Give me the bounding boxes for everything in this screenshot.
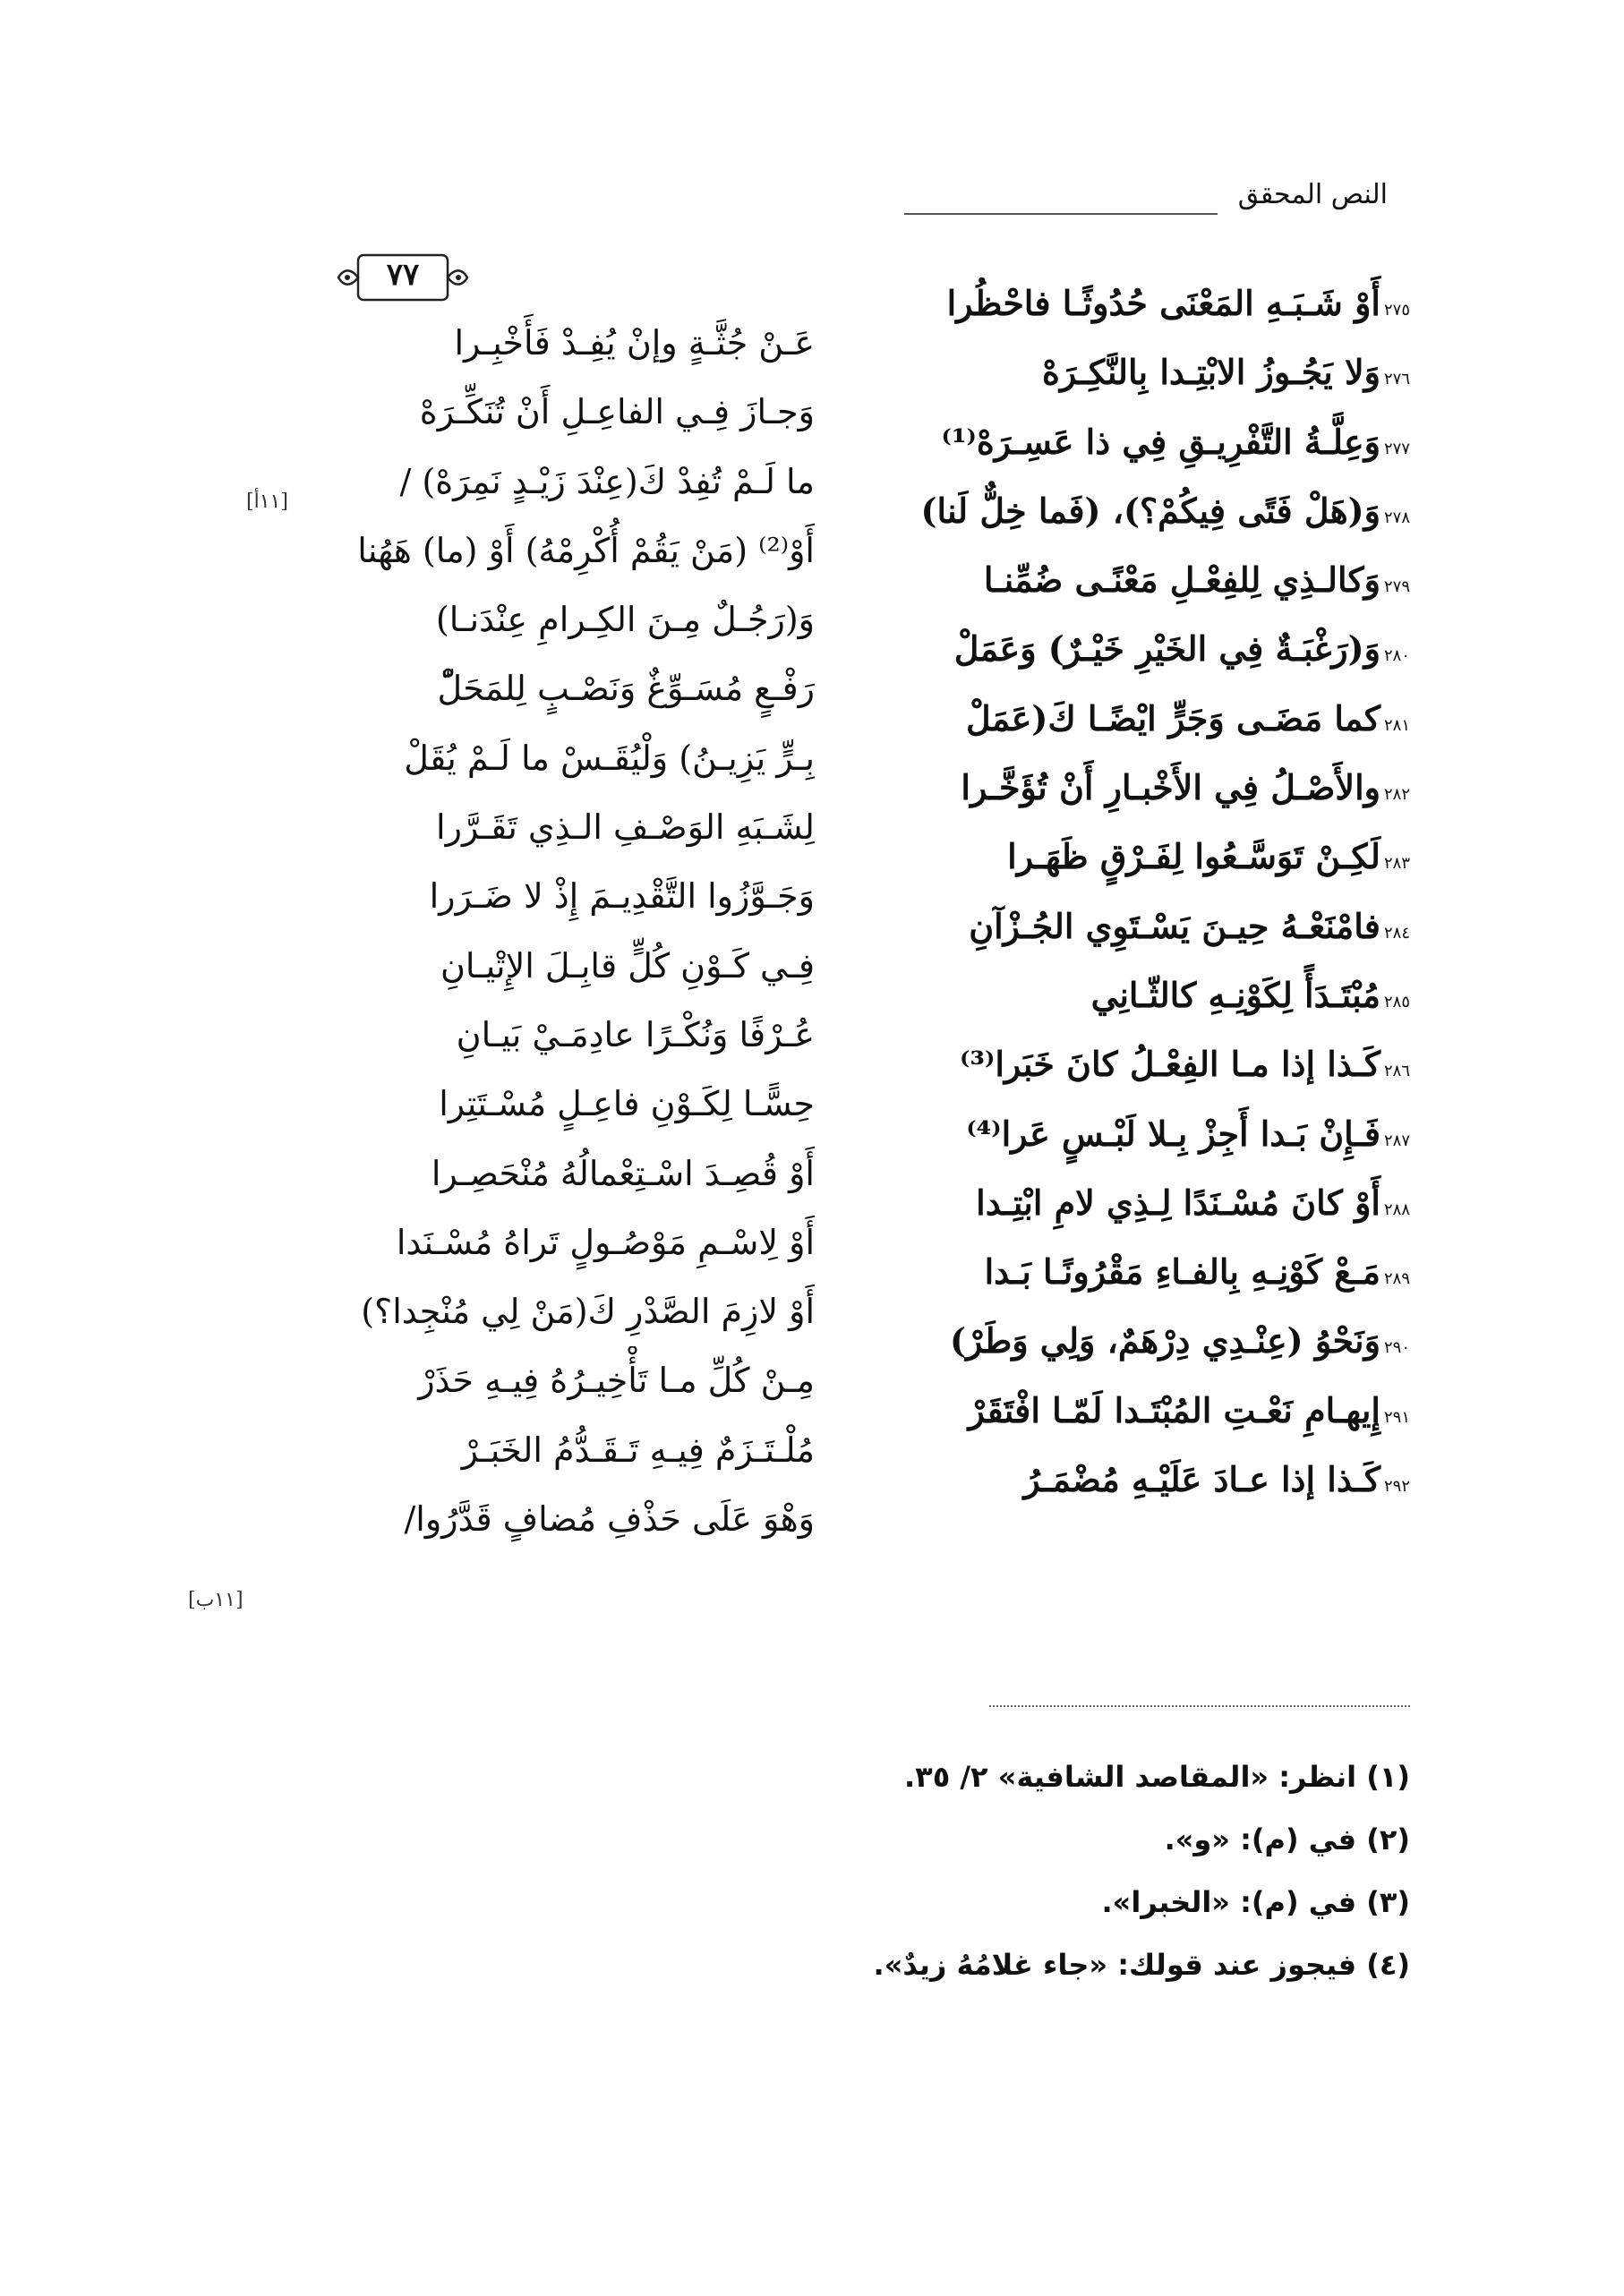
verse-line: بِـرٍّ يَزِيـنُ) وَلْيُقَـسْ ما لَـمْ يُقَلْ	[404, 738, 815, 778]
verse-line: عَـنْ جُثَّـةٍ وإنْ يُفِـدْ فَأَخْبِـرا	[454, 323, 815, 363]
verse-line: حِسًّـا لِكَـوْنِ فاعِـلٍ مُسْـتَتِرا	[439, 1084, 815, 1124]
footnote: (٢) في (م): «و».	[1164, 1822, 1410, 1856]
verse-line: وَجـازَ فِـي الفاعِـلِ أَنْ تُنَكِّـرَهْ	[419, 392, 815, 432]
footnote: (١) انظر: «المقاصد الشافية» ٢/ ٣٥.	[904, 1760, 1410, 1794]
verse-line: أَوْ لِاسْـمِ مَوْصُـولٍ تَراهُ مُسْـنَدا	[396, 1222, 815, 1262]
verse-line: أَوْ قُصِـدَ اسْـتِعْمالُهُ مُنْحَصِـرا	[431, 1153, 815, 1193]
verse-line: مِـنْ كُلِّ مـا تَأْخِيـرُهُ فِيـهِ حَذَرْ	[418, 1361, 815, 1401]
verse-line: ٢٨٧فَـإِنْ بَـدا أَجِزْ بِـلا لَبْـسٍ عَرا⁽⁴⁾	[966, 1113, 1410, 1154]
verse-line: رَفْـعٍ مُسَـوِّغٌ وَنَصْـبٍ لِلمَحَلّْ	[437, 669, 815, 709]
verse-line: ٢٧٧وَعِلَّـةُ التَّفْرِيـقِ فِي ذا عَسِـرَهْ⁽¹⁾	[941, 421, 1410, 462]
header-title: النص المحقق	[1237, 179, 1388, 210]
verse-line: ٢٨٦كَـذا إذا مـا الفِعْـلُ كانَ خَبَرا⁽³⁾	[960, 1044, 1410, 1085]
verse-line: ٢٩١إِيهـامِ نَعْـتِ المُبْتَـدا لَمّـا افْتَقَرْ	[968, 1389, 1410, 1430]
verse-line: ٢٧٥أَوْ شَـبَـهِ المَعْنَى حُدُوثًـا فاحْظُرا	[946, 283, 1410, 323]
verse-line: ٢٩٢كَـذا إذا عـادَ عَلَيْـهِ مُضْمَـرُ	[1023, 1459, 1410, 1500]
verse-line: أَوْ لازِمَ الصَّدْرِ كَ(مَنْ لِي مُنْجِدا؟)	[361, 1292, 815, 1332]
right-verse-column	[828, 269, 1410, 1514]
verse-line: ٢٨٠وَ(رَغْبَـةٌ فِي الخَيْرِ خَيْـرٌ) وَعَمَلْ	[953, 628, 1410, 670]
verse-line: ٢٧٨وَ(هَلْ فَتًى فِيكُمْ؟)، (فَما خِلٌّ لَنا)	[920, 490, 1410, 531]
verse-line: ٢٨٨أَوْ كانَ مُسْـنَدًا لِـذِي لامِ ابْتِـدا	[976, 1182, 1410, 1223]
running-header	[895, 179, 1388, 233]
footnote: (٤) فيجوز عند قولك: «جاء غلامُهُ زيدٌ».	[873, 1948, 1410, 1982]
verse-line: ٢٨٤فامْنَعْـهُ حِيـنَ يَسْـتَوِي الجُـزْآنِ	[969, 905, 1410, 946]
verse-line: ٢٨٥مُبْتَـدَأً لِكَوْنِـهِ كالثّـانِي	[1090, 974, 1410, 1015]
header-rule	[904, 213, 1218, 215]
verse-line: وَجَـوَّزُوا التَّقْدِيـمَ إِذْ لا ضَـرَرا	[429, 876, 815, 917]
verse-line: ٢٧٦وَلا يَجُـوزُ الابْتِـدا بِالنَّكِـرَهْ	[1041, 352, 1410, 393]
verse-line: ٢٨٩مَـعْ كَوْنِـهِ بِالفـاءِ مَقْرُونًـا بَـدا	[984, 1251, 1410, 1293]
page-number	[331, 246, 474, 309]
left-verse-column	[313, 309, 815, 1554]
footnote-separator	[989, 1705, 1410, 1707]
verse-line: عُـرْفًا وَنُكْـرًا عادِمَـيْ بَيـانِ	[456, 1014, 815, 1054]
verse-line: أَوْ⁽²⁾ (مَنْ يَقُمْ أُكْرِمْهُ) أَوْ (ما) هَهُنا	[357, 530, 815, 570]
footnote: (٣) في (م): «الخبرا».	[1101, 1885, 1410, 1919]
verse-line: مُلْـتَـزَمٌ فِيـهِ تَـقَـدُّمُ الخَبَـرْ	[461, 1430, 815, 1470]
verse-line: ٢٨٢والأَصْـلُ فِي الأَخْبـارِ أَنْ تُؤَخَّـرا	[961, 767, 1410, 808]
marginal-folio-note: [١١أ]	[246, 491, 288, 513]
verse-line: ٢٨٣لَكِـنْ تَوَسَّـعُوا لِفَـرْقٍ ظَهَـرا	[1007, 836, 1410, 877]
marginal-folio-note: [١١ب]	[188, 1589, 244, 1611]
verse-line: لِشَـبَهِ الوَصْـفِ الـذِي تَقَـرَّرا	[436, 807, 815, 848]
verse-line: وَهْوَ عَلَى حَذْفِ مُضافٍ قَدَّرُوا/	[404, 1499, 815, 1540]
verse-line: ٢٨١كما مَضَـى وَجَرٍّ ايْضًـا كَ(عَمَلْ	[965, 697, 1410, 738]
verse-line: فِـي كَـوْنِ كُلٍّ قابِـلَ الإِتْيـانِ	[440, 945, 815, 986]
verse-line: ٢٩٠وَنَحْوُ (عِنْـدِي دِرْهَمٌ، وَلِي وَطَرْ)	[950, 1320, 1410, 1361]
verse-line: ٢٧٩وَكالـذِي لِلفِعْـلِ مَعْنًـى ضُمِّنـا	[983, 559, 1410, 601]
footnotes	[716, 1745, 1410, 1996]
verse-line: ما لَـمْ تُفِدْ كَ(عِنْدَ زَيْـدٍ نَمِرَهْ) /	[399, 461, 815, 501]
page-number-text: ٧٧	[386, 257, 420, 293]
verse-line: وَ(رَجُـلٌ مِـنَ الكِـرامِ عِنْدَنـا)	[435, 600, 815, 640]
